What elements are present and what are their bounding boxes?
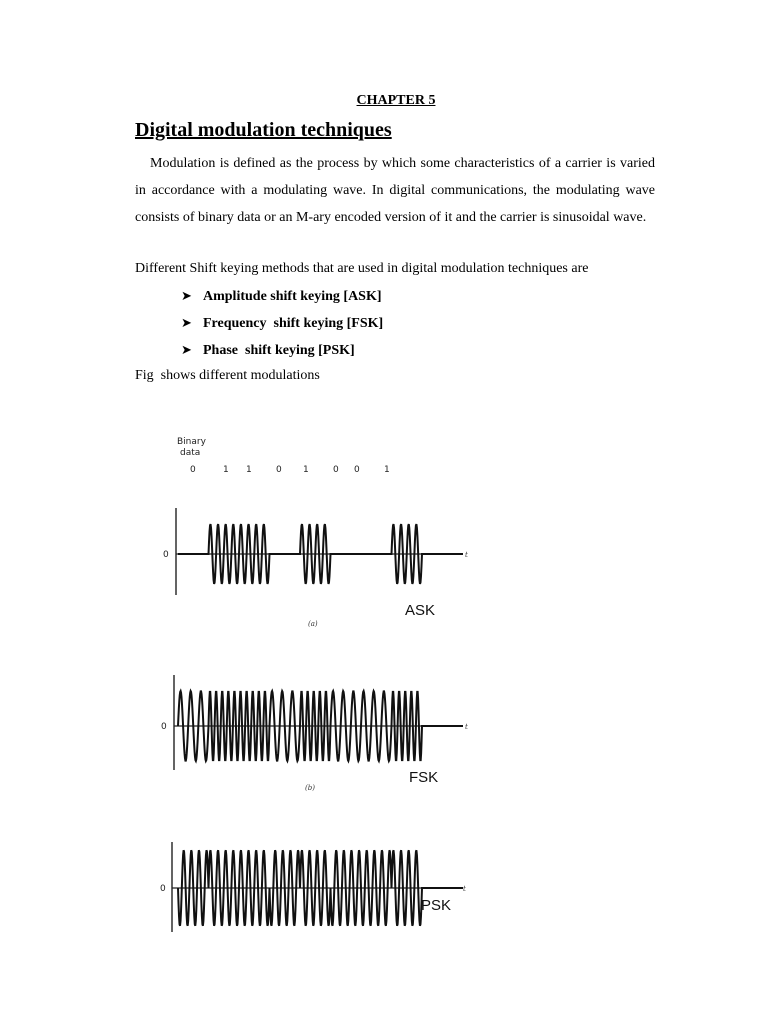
chapter-label: CHAPTER 5: [356, 93, 436, 108]
psk-label: PSK: [421, 897, 452, 914]
fsk-label: FSK: [409, 769, 439, 786]
list-item: [181, 341, 383, 368]
list-item: [181, 287, 383, 314]
bit-label: 1: [223, 465, 229, 475]
ask-panel: [163, 508, 468, 628]
figure-caption: Fig shows different modulations: [135, 368, 320, 383]
binary-bits: [190, 465, 390, 475]
ask-time-label: t: [465, 551, 468, 559]
list-item-label: Frequency shift keying [FSK]: [203, 316, 384, 331]
fsk-zero-label: 0: [161, 722, 167, 732]
list-item: [181, 314, 383, 341]
psk-time-label: t: [463, 885, 466, 893]
fsk-time-label: t: [465, 723, 468, 731]
ask-sublabel: (a): [308, 620, 318, 628]
data-label: data: [180, 448, 201, 458]
bit-label: 0: [190, 465, 196, 475]
modulation-waveforms: [145, 430, 495, 935]
list-item-label: Amplitude shift keying [ASK]: [203, 289, 382, 304]
bit-label: 1: [384, 465, 390, 475]
arrowhead-icon: ➤: [181, 289, 192, 304]
ask-zero-label: 0: [163, 550, 169, 560]
bit-label: 0: [333, 465, 339, 475]
bit-label: 1: [303, 465, 309, 475]
arrowhead-icon: ➤: [181, 343, 192, 358]
methods-intro: Different Shift keying methods that are used in digital modulation techniques are: [135, 261, 589, 276]
psk-zero-label: 0: [160, 884, 166, 894]
arrowhead-icon: ➤: [181, 316, 192, 331]
methods-list: [181, 287, 383, 368]
list-item-label: Phase shift keying [PSK]: [203, 343, 355, 358]
ask-label: ASK: [405, 602, 436, 619]
intro-paragraph: Modulation is defined as the process by which some characteristics of a carrier is varied in accordance with a modulating wave. In digital communications, the modulating wave consists of binary data or an M-ary encoded version of it and the carrier is sinusoidal wave.: [135, 156, 655, 225]
bit-label: 0: [276, 465, 282, 475]
fsk-panel: [161, 675, 468, 792]
page-title: Digital modulation techniques: [135, 119, 392, 141]
fsk-sublabel: (b): [305, 784, 315, 792]
binary-label: Binary: [177, 437, 206, 447]
modulation-figure: [145, 430, 495, 935]
bit-label: 0: [354, 465, 360, 475]
psk-panel: [160, 842, 466, 932]
bit-label: 1: [246, 465, 252, 475]
